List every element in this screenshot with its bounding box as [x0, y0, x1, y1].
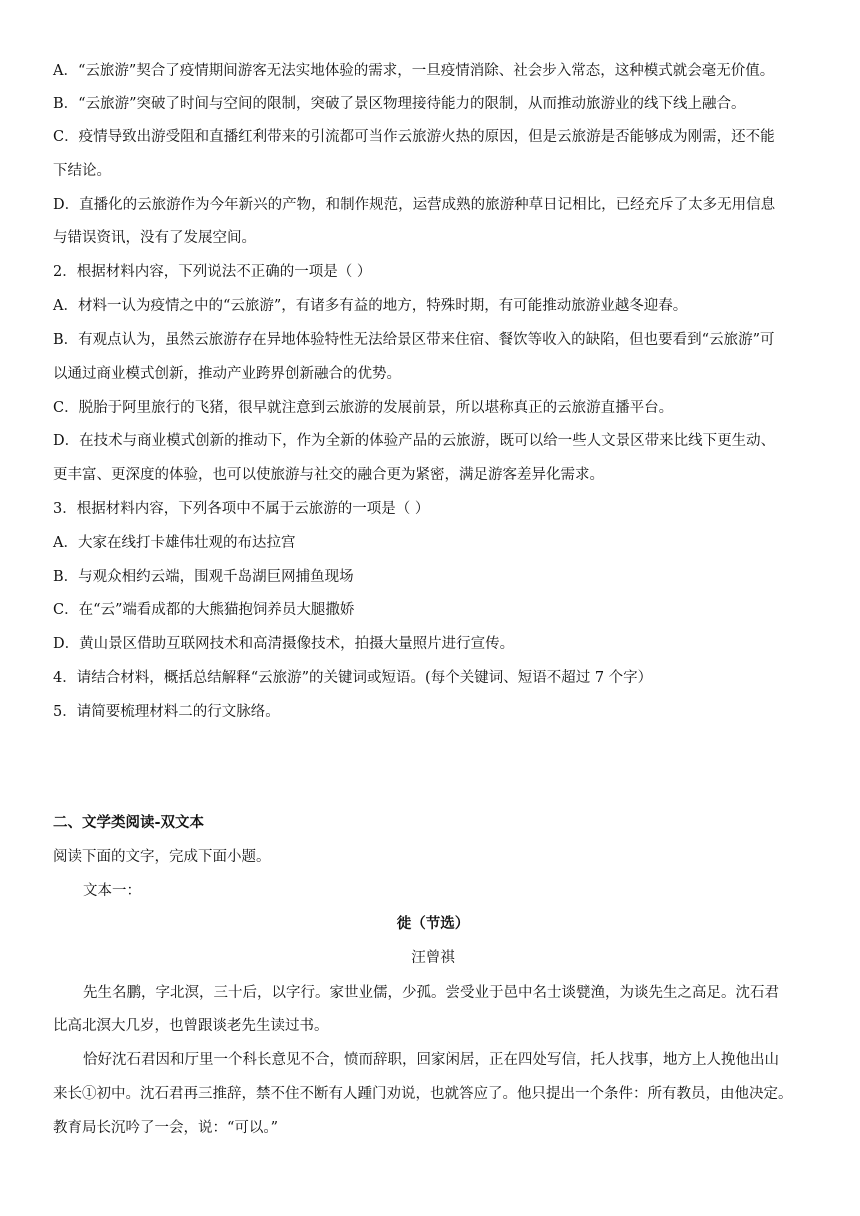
text-one-label: 文本一：: [83, 883, 141, 899]
q4-text: 4．请结合材料，概括总结解释“云旅游”的关键词或短语。(每个关键词、短语不超过 7 个字）: [53, 670, 653, 686]
passage-p1-line1: 先生名鹏，字北溟，三十后，以字行。家世业儒，少孤。尝受业于邑中名士谈甓渔，为谈先生之高足。沈石君: [83, 985, 779, 1001]
q2-option-c: C．脱胎于阿里旅行的飞猪，很早就注意到云旅游的发展前景，所以堪称真正的云旅游直播平台。: [53, 400, 674, 416]
q5-text: 5．请简要梳理材料二的行文脉络。: [53, 704, 280, 720]
q3-stem: 3．根据材料内容，下列各项中不属于云旅游的一项是（ ）: [53, 501, 430, 517]
q1-option-c-line2: 下结论。: [53, 163, 111, 179]
q1-option-a: A．“云旅游”契合了疫情期间游客无法实地体验的需求，一旦疫情消除、社会步入常态，这种模式就会毫无价值。: [53, 63, 775, 79]
q2-stem: 2．根据材料内容，下列说法不正确的一项是（ ）: [53, 264, 372, 280]
q2-option-a: A．材料一认为疫情之中的“云旅游”，有诸多有益的地方，特殊时期，有可能推动旅游业越冬迎春。: [53, 298, 688, 314]
q1-option-b: B．“云旅游”突破了时间与空间的限制，突破了景区物理接待能力的限制，从而推动旅游业的线下线上融合。: [53, 96, 746, 112]
q1-option-d-line1: D．直播化的云旅游作为今年新兴的产物，和制作规范，运营成熟的旅游种草日记相比，已经充斥了太多无用信息: [53, 197, 776, 213]
q2-option-d-line2: 更丰富、更深度的体验，也可以使旅游与社交的融合更为紧密，满足游客差异化需求。: [53, 467, 604, 483]
passage-p2-line2: 来长①初中。沈石君再三推辞，禁不住不断有人踵门劝说，也就答应了。他只提出一个条件：所有教员，由他决定。: [53, 1086, 793, 1102]
q3-option-c: C．在“云”端看成都的大熊猫抱饲养员大腿撒娇: [53, 602, 355, 618]
q2-option-d-line1: D．在技术与商业模式创新的推动下，作为全新的体验产品的云旅游，既可以给一些人文景区带来比线下更生动、: [53, 433, 776, 449]
passage-p2-line3: 教育局长沉吟了一会，说：“可以。”: [53, 1120, 279, 1136]
q3-option-d: D．黄山景区借助互联网技术和高清摄像技术，拍摄大量照片进行宣传。: [53, 636, 515, 652]
reading-instruction: 阅读下面的文字，完成下面小题。: [53, 849, 271, 865]
q3-option-a: A．大家在线打卡雄伟壮观的布达拉宫: [53, 535, 296, 551]
q2-option-b-line1: B．有观点认为，虽然云旅游存在异地体验特性无法给景区带来住宿、餐饮等收入的缺陷，但也要看到“云旅游”可: [53, 332, 775, 348]
q1-option-d-line2: 与错误资讯，没有了发展空间。: [53, 230, 256, 246]
passage-title: 徙（节选）: [396, 915, 470, 932]
section-heading: 二、文学类阅读-双文本: [53, 814, 205, 831]
passage-p2-line1: 恰好沈石君因和厅里一个科长意见不合，愤而辞职，回家闲居，正在四处写信，托人找事，地方上人挽他出山: [83, 1052, 779, 1068]
q3-option-b: B．与观众相约云端，围观千岛湖巨网捕鱼现场: [53, 569, 354, 585]
passage-p1-line2: 比高北溟大几岁，也曾跟谈老先生读过书。: [53, 1018, 329, 1034]
q1-option-c-line1: C．疫情导致出游受阻和直播红利带来的引流都可当作云旅游火热的原因，但是云旅游是否能够成为刚需，还不能: [53, 129, 775, 145]
q2-option-b-line2: 以通过商业模式创新，推动产业跨界创新融合的优势。: [53, 366, 401, 382]
passage-author: 汪曾祺: [411, 950, 455, 966]
